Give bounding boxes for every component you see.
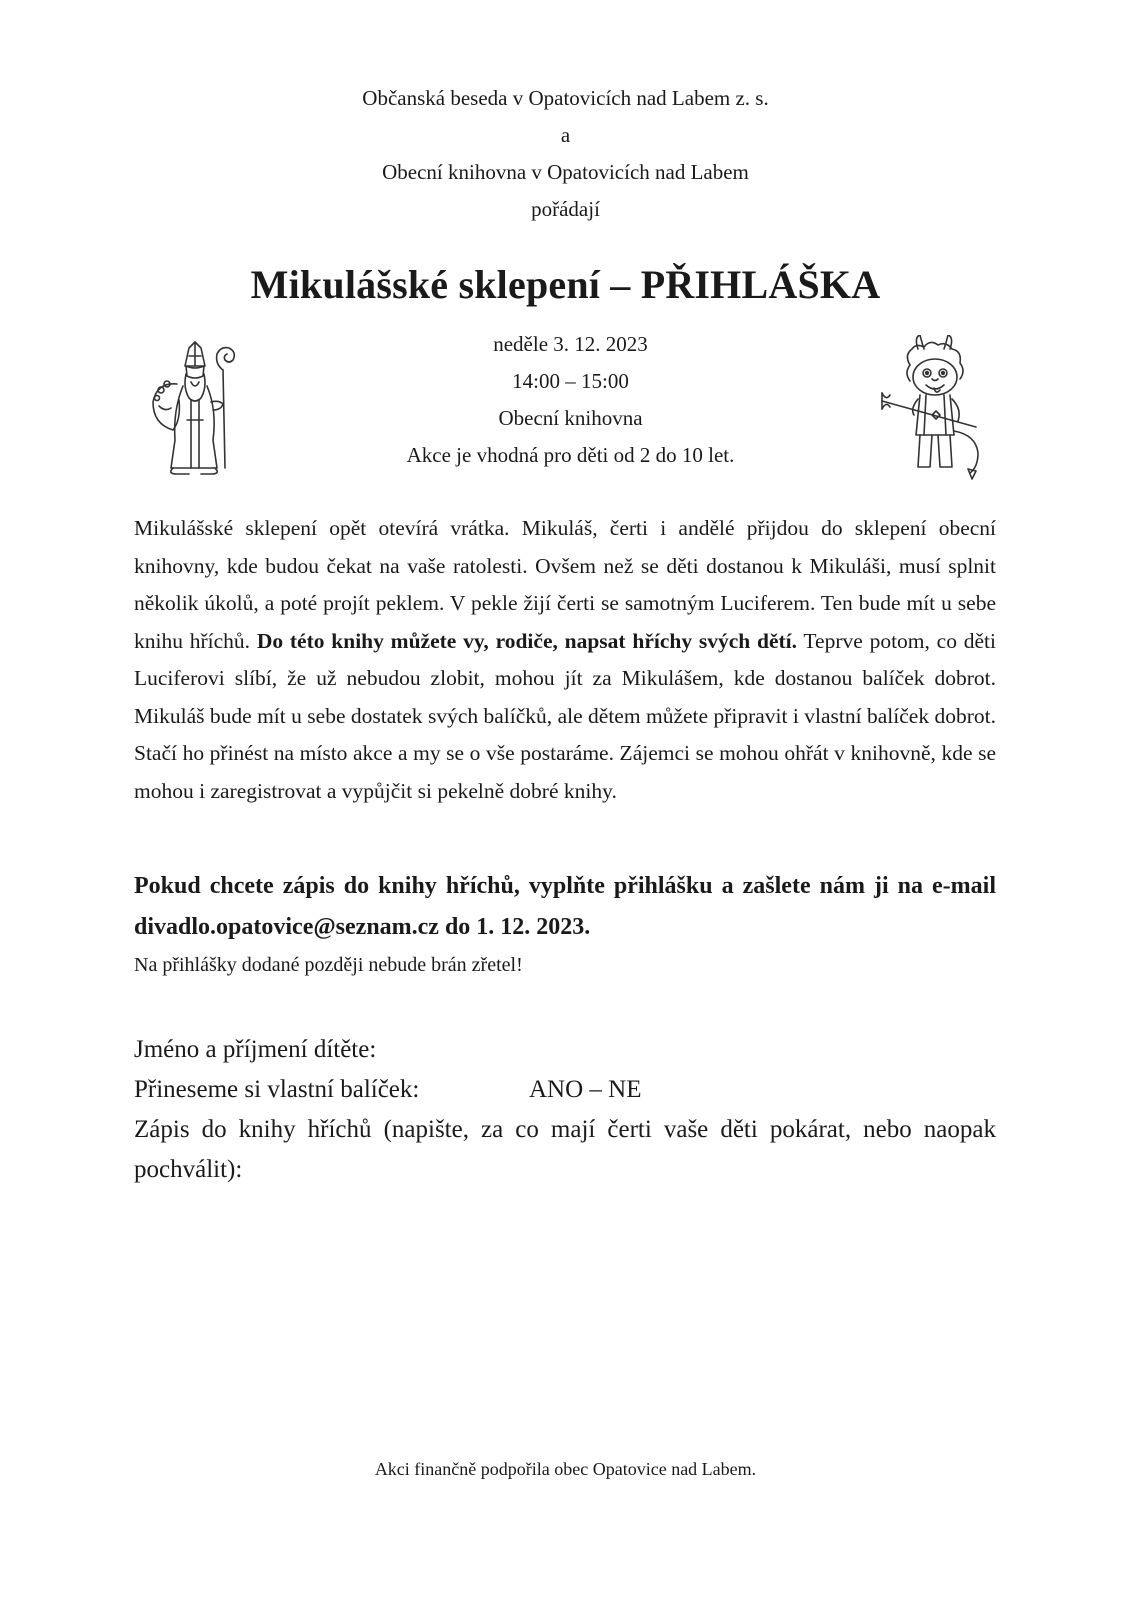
event-age: Akce je vhodná pro děti od 2 do 10 let.	[406, 443, 735, 467]
child-name-label: Jméno a příjmení dítěte:	[134, 1036, 377, 1063]
form-fields	[134, 1030, 996, 1190]
organizer-1: Občanská beseda v Opatovicích nad Labem z. s.	[362, 86, 769, 110]
event-date: neděle 3. 12. 2023	[493, 332, 648, 356]
package-row	[134, 1070, 996, 1110]
organizers	[0, 80, 1131, 228]
event-description	[134, 510, 996, 810]
deadline-note: Na přihlášky dodané později nebude brán zřetel!	[134, 954, 523, 976]
sins-entry-label: Zápis do knihy hříchů (napište, za co mají čerti vaše děti pokárat, nebo naopak pochválit):	[134, 1116, 996, 1183]
sponsor-footer: Akci finančně podpořila obec Opatovice nad Labem.	[374, 1459, 757, 1479]
saint-nicholas-icon	[145, 340, 245, 476]
organizer-2: Obecní knihovna v Opatovicích nad Labem	[382, 160, 749, 184]
organizer-connector: a	[560, 123, 571, 147]
description-part-2: Teprve potom, co děti Luciferovi slíbí, že už nebudou zlobit, mohou jít za Mikulášem, kde dostanou balíček dobrot. Mikuláš bude mít u sebe dostatek svých balíčků, ale dětem můžete připravit i vlastní balíček dobrot. Stačí ho přinést na místo akce a my se o vše postaráme. Zájemci se mohou ohřát v knihovně, kde se mohou i zaregistrovat a vypůjčit si pekelně dobré knihy.	[134, 628, 996, 803]
devil-icon	[880, 335, 990, 480]
event-time: 14:00 – 15:00	[512, 369, 629, 393]
package-options[interactable]: ANO – NE	[529, 1076, 642, 1103]
submission-instructions: Pokud chcete zápis do knihy hříchů, vyplňte přihlášku a zašlete nám ji na e-mail divadlo.opatovice@seznam.cz do 1. 12. 2023.	[134, 873, 996, 940]
page-title: Mikulášské sklepení – PŘIHLÁŠKA	[250, 262, 881, 307]
organizer-verb: pořádají	[531, 197, 600, 221]
event-place: Obecní knihovna	[498, 406, 643, 430]
description-highlight: Do této knihy můžete vy, rodiče, napsat hříchy svých dětí.	[256, 628, 798, 653]
description-part-1: Mikulášské sklepení opět otevírá vrátka. Mikuláš, čerti i andělé přijdou do sklepení obecní knihovny, kde budou čekat na vaše ratolesti. Ovšem než se děti dostanou k Mikuláši, musí splnit několik úkolů, a poté projít peklem. V pekle žijí čerti se samotným Luciferem. Ten bude mít u sebe knihu hříchů.	[134, 516, 996, 653]
package-label: Přineseme si vlastní balíček:	[134, 1076, 420, 1103]
